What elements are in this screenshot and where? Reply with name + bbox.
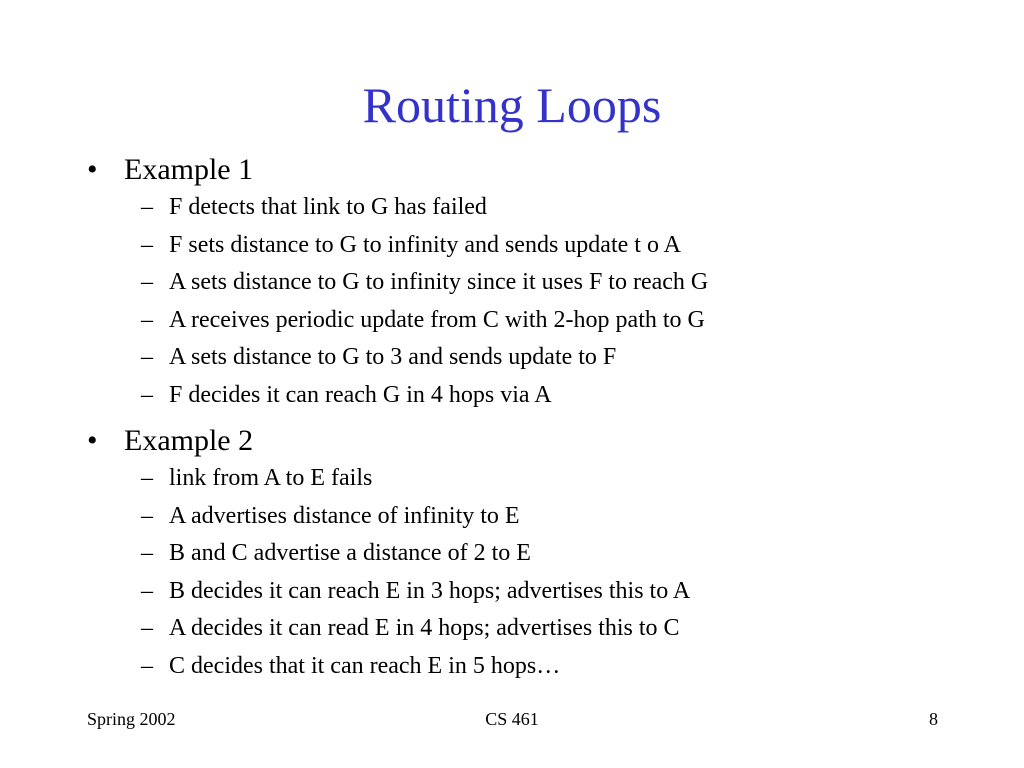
bullet-example-2 xyxy=(87,423,987,463)
dash-marker: – xyxy=(141,306,153,333)
sub-item-text: F decides it can reach G in 4 hops via A xyxy=(169,381,552,408)
sub-item xyxy=(87,576,987,614)
bullet-text: Example 2 xyxy=(124,424,254,457)
bullet-marker: • xyxy=(87,424,98,457)
dash-marker: – xyxy=(141,381,153,408)
sub-list-example-2 xyxy=(87,463,987,688)
dash-marker: – xyxy=(141,344,153,370)
sub-item xyxy=(87,192,987,230)
sub-item xyxy=(87,651,987,689)
dash-marker: – xyxy=(141,231,153,258)
dash-marker: – xyxy=(141,502,153,529)
sub-item xyxy=(87,501,987,539)
footer-page-number: 8 xyxy=(929,709,938,729)
sub-item-text: A decides it can read E in 4 hops; advertises this to C xyxy=(169,615,680,641)
footer-course: CS 461 xyxy=(485,709,539,729)
footer-date: Spring 2002 xyxy=(87,709,176,729)
sub-item-text: F detects that link to G has failed xyxy=(169,194,487,220)
sub-list-example-1 xyxy=(87,192,987,417)
bullet-text: Example 1 xyxy=(124,153,254,186)
sub-item xyxy=(87,267,987,305)
bullet-marker: • xyxy=(87,153,98,186)
sub-item-text: B and C advertise a distance of 2 to E xyxy=(169,540,531,566)
dash-marker: – xyxy=(141,465,153,491)
dash-marker: – xyxy=(141,269,153,295)
dash-marker: – xyxy=(141,615,153,641)
sub-item-text: B decides it can reach E in 3 hops; advertises this to A xyxy=(169,577,691,604)
sub-item xyxy=(87,538,987,576)
sub-item-text: A receives periodic update from C with 2-hop path to G xyxy=(169,306,705,333)
sub-item-text: link from A to E fails xyxy=(169,465,373,491)
sub-item xyxy=(87,305,987,343)
sub-item-text: C decides that it can reach E in 5 hops… xyxy=(169,652,561,679)
dash-marker: – xyxy=(141,194,153,220)
sub-item-text: F sets distance to G to infinity and sends update t o A xyxy=(169,231,681,258)
dash-marker: – xyxy=(141,577,153,604)
sub-item-text: A sets distance to G to infinity since it uses F to reach G xyxy=(169,269,709,295)
sub-item-text: A sets distance to G to 3 and sends update to F xyxy=(169,344,617,370)
dash-marker: – xyxy=(141,652,153,679)
bullet-example-1 xyxy=(87,152,987,192)
slide-content xyxy=(87,152,987,694)
sub-item xyxy=(87,342,987,380)
sub-item xyxy=(87,380,987,418)
sub-item xyxy=(87,230,987,268)
slide-title: Routing Loops xyxy=(362,77,662,133)
sub-item-text: A advertises distance of infinity to E xyxy=(169,502,520,529)
sub-item xyxy=(87,613,987,651)
sub-item xyxy=(87,463,987,501)
dash-marker: – xyxy=(141,540,153,566)
